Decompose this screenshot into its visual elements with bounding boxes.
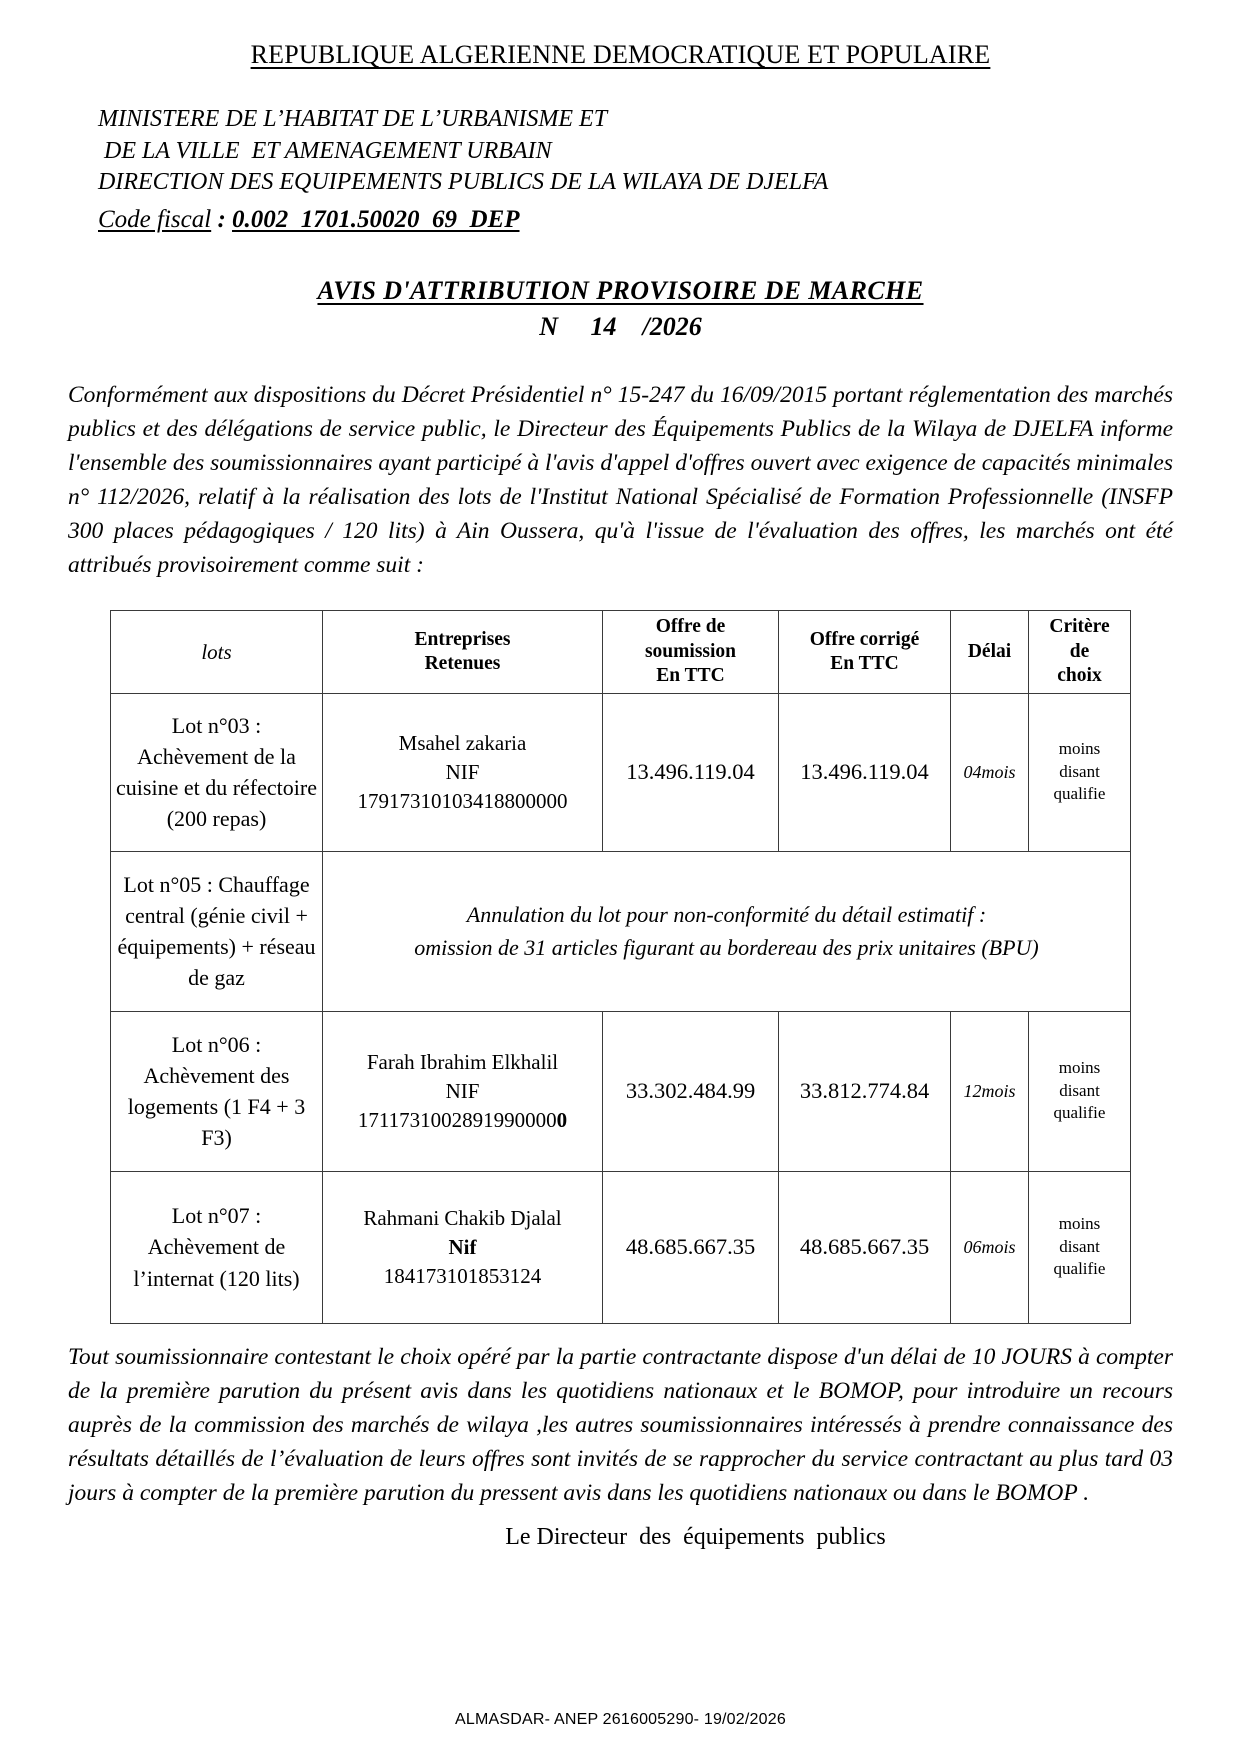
critere-line1: moins: [1058, 1214, 1101, 1234]
header-entreprises-line2: Retenues: [424, 652, 501, 674]
critere-line2: disant: [1059, 761, 1100, 781]
critere-line3: qualifie: [1053, 1259, 1106, 1279]
header-critere-line1: Critère: [1049, 616, 1110, 638]
row-delai: 04mois: [951, 693, 1029, 851]
document-number: N 14 /2026: [539, 312, 702, 342]
table-header: [111, 611, 1131, 693]
republic-title: REPUBLIQUE ALGERIENNE DEMOCRATIQUE ET POPULAIRE: [250, 40, 991, 69]
table-row: [111, 851, 1131, 1011]
table-row: [111, 693, 1131, 851]
critere-line3: qualifie: [1053, 1103, 1106, 1123]
direction-line: DIRECTION DES EQUIPEMENTS PUBLICS DE LA WILAYA DE DJELFA: [98, 169, 829, 196]
ministry-block: [0, 104, 1241, 236]
critere-line3: qualifie: [1053, 784, 1106, 804]
entreprise-name: Msahel zakaria: [398, 730, 527, 755]
footer-reference: ALMASDAR- ANEP 2616005290- 19/02/2026: [455, 1711, 786, 1728]
entreprise-name: Farah Ibrahim Elkhalil: [366, 1049, 559, 1074]
critere-line2: disant: [1059, 1236, 1100, 1256]
row-lot: Lot n°07 : Achèvement de l’internat (120 lits): [111, 1171, 323, 1323]
code-fiscal-line: [98, 203, 1241, 236]
nif-number-main: 1711731002891990000: [357, 1107, 557, 1132]
ministry-line-1: MINISTERE DE L’HABITAT DE L’URBANISME ET: [98, 106, 608, 132]
row-offre-corrige: 33.812.774.84: [779, 1011, 951, 1171]
row-offre-soumission: 13.496.119.04: [603, 693, 779, 851]
closing-paragraph: Tout soumissionnaire contestant le choix opéré par la partie contractante dispose d'un délai de 10 JOURS à compter de la première parution du présent avis dans les quotidiens nationaux et le BOMOP, pour introduire un recours auprès de la commission des marchés de wilaya ,les autres soumissionnaires intéressés à prendre connaissance des résultats détaillés de l’évaluation de leurs offres sont invités de se rapprocher du service contractant au plus tard 03 jours à compter de la première parution du pressent avis dans les quotidiens nationaux ou dans le BOMOP .: [68, 1343, 1173, 1506]
document-title-row: [0, 276, 1241, 306]
row-critere: [1029, 693, 1131, 851]
critere-line1: moins: [1058, 1058, 1101, 1078]
code-fiscal-colon: :: [211, 206, 233, 234]
nif-label: NIF: [445, 1078, 480, 1103]
document-title-block: [0, 276, 1241, 342]
table-row: [111, 1171, 1131, 1323]
document-title: AVIS D'ATTRIBUTION PROVISOIRE DE MARCHE: [317, 276, 924, 306]
nif-label: NIF: [445, 759, 480, 784]
table-header-row: [111, 611, 1131, 693]
row-delai: 12mois: [951, 1011, 1029, 1171]
header-entreprises-line1: Entreprises: [414, 628, 511, 650]
header-lots: lots: [111, 611, 323, 693]
row-entreprise: [323, 693, 603, 851]
row-lot: Lot n°03 : Achèvement de la cuisine et du réfectoire (200 repas): [111, 693, 323, 851]
code-fiscal-value: 0.002 1701.50020 69 DEP: [232, 206, 520, 234]
nif-number: [328, 1106, 597, 1135]
row-annulation: [323, 851, 1131, 1011]
header-offre-soumission: [603, 611, 779, 693]
header-offre-corrige-line1: Offre corrigé: [809, 628, 920, 650]
header-critere-line2: de: [1069, 640, 1090, 662]
header-offre-corrige: [779, 611, 951, 693]
code-fiscal-label: Code fiscal: [98, 206, 212, 234]
row-critere: [1029, 1171, 1131, 1323]
header-entreprises: [323, 611, 603, 693]
annulation-line2: omission de 31 articles figurant au bordereau des prix unitaires (BPU): [414, 935, 1039, 961]
row-critere: [1029, 1011, 1131, 1171]
row-entreprise: [323, 1011, 603, 1171]
table-body: [111, 693, 1131, 1323]
national-header: [0, 0, 1241, 70]
table-row: [111, 1011, 1131, 1171]
row-offre-corrige: 48.685.667.35: [779, 1171, 951, 1323]
row-delai: 06mois: [951, 1171, 1029, 1323]
header-offre-corrige-line2: En TTC: [830, 652, 899, 674]
row-lot: Lot n°05 : Chauffage central (génie civil + équipements) + réseau de gaz: [111, 851, 323, 1011]
row-offre-soumission: 48.685.667.35: [603, 1171, 779, 1323]
nif-number: 184173101853124: [383, 1263, 542, 1288]
nif-number: 17917310103418800000: [357, 788, 568, 813]
intro-paragraph: Conformément aux dispositions du Décret Présidentiel n° 15-247 du 16/09/2015 portant réglementation des marchés publics et des délégations de service public, le Directeur des Équipements Publics de la Wilaya de DJELFA informe l'ensemble des soumissionnaires ayant participé à l'avis d'appel d'offres ouvert avec exigence de capacités minimales n° 112/2026, relatif à la réalisation des lots de l'Institut National Spécialisé de Formation Professionnelle (INSFP 300 places pédagogiques / 120 lits) à Ain Oussera, qu'à l'issue de l'évaluation des offres, les marchés ont été attribués provisoirement comme suit :: [68, 382, 1173, 579]
header-critere-line3: choix: [1057, 665, 1102, 687]
nif-number-tail: 0: [556, 1107, 568, 1132]
nif-label: Nif: [448, 1234, 477, 1259]
row-lot: Lot n°06 : Achèvement des logements (1 F4 + 3 F3): [111, 1011, 323, 1171]
row-offre-soumission: 33.302.484.99: [603, 1011, 779, 1171]
critere-line1: moins: [1058, 739, 1101, 759]
ministry-line-2: DE LA VILLE ET AMENAGEMENT URBAIN: [98, 137, 552, 164]
row-offre-corrige: 13.496.119.04: [779, 693, 951, 851]
header-offre-soumission-line3: En TTC: [656, 665, 725, 687]
header-offre-soumission-line2: soumission: [644, 640, 737, 662]
row-entreprise: [323, 1171, 603, 1323]
critere-line2: disant: [1059, 1080, 1100, 1100]
annulation-line1: Annulation du lot pour non-conformité du détail estimatif :: [466, 902, 987, 928]
header-delai: Délai: [951, 611, 1029, 693]
entreprise-name: Rahmani Chakib Djalal: [363, 1205, 562, 1230]
header-critere: [1029, 611, 1131, 693]
signature-line: Le Directeur des équipements publics: [505, 1523, 886, 1550]
header-offre-soumission-line1: Offre de: [655, 616, 726, 638]
attribution-table: [110, 610, 1131, 1323]
